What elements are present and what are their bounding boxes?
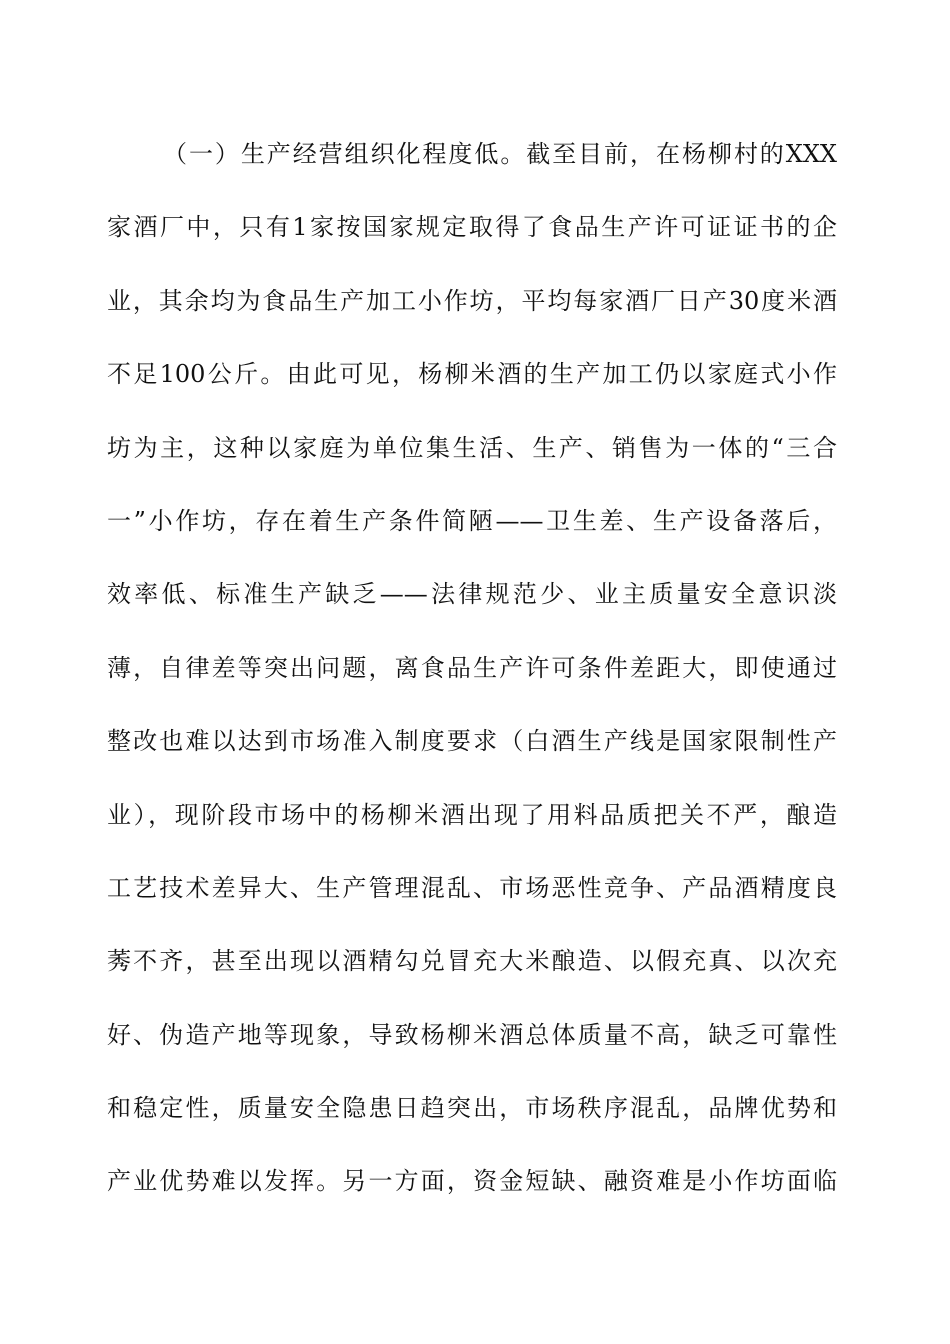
- paragraph-line: 业），现阶段市场中的杨柳米酒出现了用料品质把关不严，酿造: [107, 800, 837, 829]
- paragraph-line: 一”小作坊，存在着生产条件简陋——卫生差、生产设备落后，: [107, 506, 837, 535]
- paragraph-line: 工艺技术差异大、生产管理混乱、市场恶性竞争、产品酒精度良: [107, 873, 837, 902]
- paragraph-line: （一）生产经营组织化程度低。截至目前，在杨柳村的XXX: [163, 140, 837, 168]
- paragraph-line: 整改也难以达到市场准入制度要求（白酒生产线是国家限制性产: [107, 727, 837, 756]
- paragraph-line: 薄，自律差等突出问题，离食品生产许可条件差距大，即使通过: [107, 653, 837, 682]
- paragraph-line: 和稳定性，质量安全隐患日趋突出，市场秩序混乱，品牌优势和: [107, 1094, 837, 1123]
- paragraph-line: 莠不齐，甚至出现以酒精勾兑冒充大米酿造、以假充真、以次充: [107, 947, 837, 976]
- paragraph-line: 家酒厂中，只有1家按国家规定取得了食品生产许可证证书的企: [107, 213, 837, 242]
- paragraph-line: 业，其余均为食品生产加工小作坊，平均每家酒厂日产30度米酒: [107, 286, 837, 315]
- paragraph-line: 效率低、标准生产缺乏——法律规范少、业主质量安全意识淡: [107, 580, 837, 609]
- paragraph-line: 好、伪造产地等现象，导致杨柳米酒总体质量不高，缺乏可靠性: [107, 1020, 837, 1049]
- paragraph-line: 坊为主，这种以家庭为单位集生活、生产、销售为一体的“三合: [107, 433, 837, 462]
- paragraph-line: 产业优势难以发挥。另一方面，资金短缺、融资难是小作坊面临: [107, 1167, 837, 1196]
- body-paragraph: [107, 132, 837, 1233]
- paragraph-line: 不足100公斤。由此可见，杨柳米酒的生产加工仍以家庭式小作: [107, 360, 837, 389]
